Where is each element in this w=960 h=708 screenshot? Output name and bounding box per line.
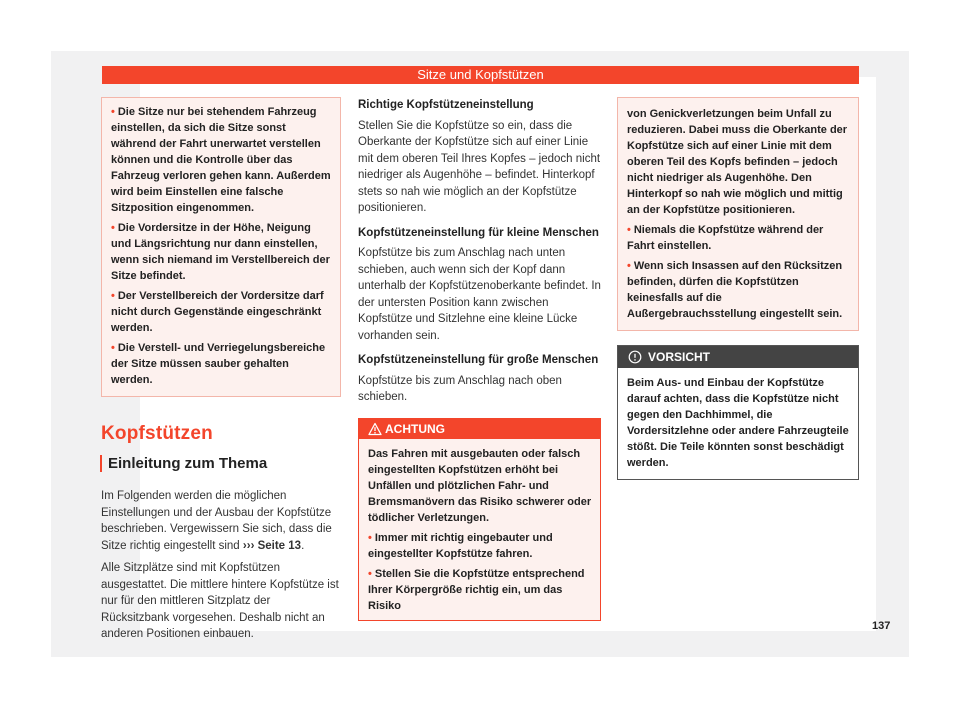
paragraph-correct-adjustment: Stellen Sie die Kopfstütze so ein, dass die Oberkante der Kopfstütze sich auf einer Linie mit dem oberen Teil Ihres Kopfes – jedoch nicht niedriger als Augenhöhe – befindet. Hinterkopf stets so nah wie möglich an der Kopfstütze positionieren.	[358, 119, 601, 214]
achtung-title: ACHTUNG	[385, 421, 445, 436]
warn-item: • Die Vordersitze in der Höhe, Neigung und Längsrichtung nur dann einstellen, wenn sich niemand im Verstellbereich der Sitze befindet.	[111, 222, 330, 282]
continuation-item: • Wenn sich Insassen auf den Rücksitzen befinden, dürfen die Kopfstützen keinesfalls auf die Außergebrauchsstellung eingestellt sein.	[627, 260, 843, 320]
bullet-icon: •	[627, 224, 631, 236]
page-reference-link[interactable]: ››› Seite 13	[242, 539, 302, 552]
vorsicht-box	[617, 345, 859, 480]
paragraph-tall-people: Kopfstütze bis zum Anschlag nach oben schieben.	[358, 374, 562, 403]
column-left	[101, 97, 341, 649]
achtung-continuation-box	[617, 97, 859, 331]
column-middle	[358, 97, 601, 621]
bullet-icon: •	[627, 260, 631, 272]
seats-paragraph: Alle Sitzplätze sind mit Kopfstützen ausgestattet. Die mittlere hintere Kopfstütze ist nur für den mittleren Sitzplatz der Rücksitzbank vorgesehen. Deshalb nicht an anderen Positionen einbauen.	[101, 562, 339, 640]
heading-tall-people: Kopfstützeneinstellung für große Menschen	[358, 354, 599, 366]
section-title: Kopfstützen	[101, 423, 213, 444]
vorsicht-header	[618, 346, 858, 368]
warning-continuation-box	[101, 97, 341, 397]
heading-correct-adjustment: Richtige Kopfstützeneinstellung	[358, 99, 534, 111]
achtung-intro: Das Fahren mit ausgebauten oder falsch eingestellten Kopfstützen erhöht bei Unfällen und plötzlichen Fahr- und Bremsmanövern das Risiko schwerer oder tödlicher Verletzungen.	[368, 447, 592, 524]
bullet-icon: •	[111, 222, 115, 234]
continuation-text: von Genickverletzungen beim Unfall zu reduzieren. Dabei muss die Oberkante der Kopfstütze sich auf einer Linie mit dem oberen Teil des Kopfs befinden – jedoch nicht niedriger als Augenhöhe. Den Hinterkopf so nah wie möglich und mittig an der Kopfstütze positionieren.	[627, 108, 848, 216]
bullet-icon: •	[111, 290, 115, 302]
warn-item: • Die Sitze nur bei stehendem Fahrzeug einstellen, da sich die Sitze sonst während der Fahrt unerwartet verstellen können und die Kontrolle über das Fahrzeug verloren gehen kann. Außerdem wird beim Einstellen eine falsche Sitzposition eingenommen.	[111, 106, 331, 214]
bullet-icon: •	[111, 106, 115, 118]
achtung-header	[359, 419, 600, 439]
intro-paragraph: Im Folgenden werden die möglichen Einstellungen und der Ausbau der Kopfstütze beschrieben. Vergewissern Sie sich, dass die Sitze richtig eingestellt sind ››› Seite 13.	[101, 490, 332, 552]
warn-item: • Die Verstell- und Verriegelungsbereiche der Sitze müssen sauber gehalten werden.	[111, 342, 326, 386]
bullet-icon: •	[368, 531, 372, 544]
vorsicht-body: Beim Aus- und Einbau der Kopfstütze darauf achten, dass die Kopfstütze nicht gegen den Dachhimmel, die Vordersitzlehne oder andere Fahrzeugteile stößt. Die Teile könnten sonst beschädigt werden.	[627, 377, 849, 469]
warning-triangle-icon	[368, 422, 382, 436]
chapter-title: Sitze und Kopfstützen	[417, 67, 544, 82]
bullet-icon: •	[111, 342, 115, 354]
subsection-title: Einleitung zum Thema	[100, 455, 341, 472]
achtung-item: • Stellen Sie die Kopfstütze entsprechend Ihrer Körpergröße richtig ein, um das Risiko	[368, 567, 585, 612]
paragraph-small-people: Kopfstütze bis zum Anschlag nach unten schieben, auch wenn sich der Kopf dann unterhalb der Kopfstützenoberkante befindet. In der untersten Position kann zwischen Kopfstütze und Sitzlehne eine kleine Lücke vorhanden sein.	[358, 247, 601, 342]
info-circle-icon	[628, 350, 642, 364]
bullet-icon: •	[368, 567, 372, 580]
achtung-box	[358, 418, 601, 621]
chapter-header	[102, 66, 859, 84]
column-right	[617, 97, 859, 480]
heading-small-people: Kopfstützeneinstellung für kleine Menschen	[358, 226, 599, 239]
achtung-body	[359, 439, 600, 620]
warn-item: • Der Verstellbereich der Vordersitze darf nicht durch Gegenstände eingeschränkt werden.	[111, 290, 324, 334]
page-number: 137	[872, 620, 891, 632]
achtung-item: • Immer mit richtig eingebauter und eingestellter Kopfstütze fahren.	[368, 531, 553, 560]
vorsicht-title: VORSICHT	[648, 350, 711, 364]
continuation-item: • Niemals die Kopfstütze während der Fahrt einstellen.	[627, 224, 824, 252]
